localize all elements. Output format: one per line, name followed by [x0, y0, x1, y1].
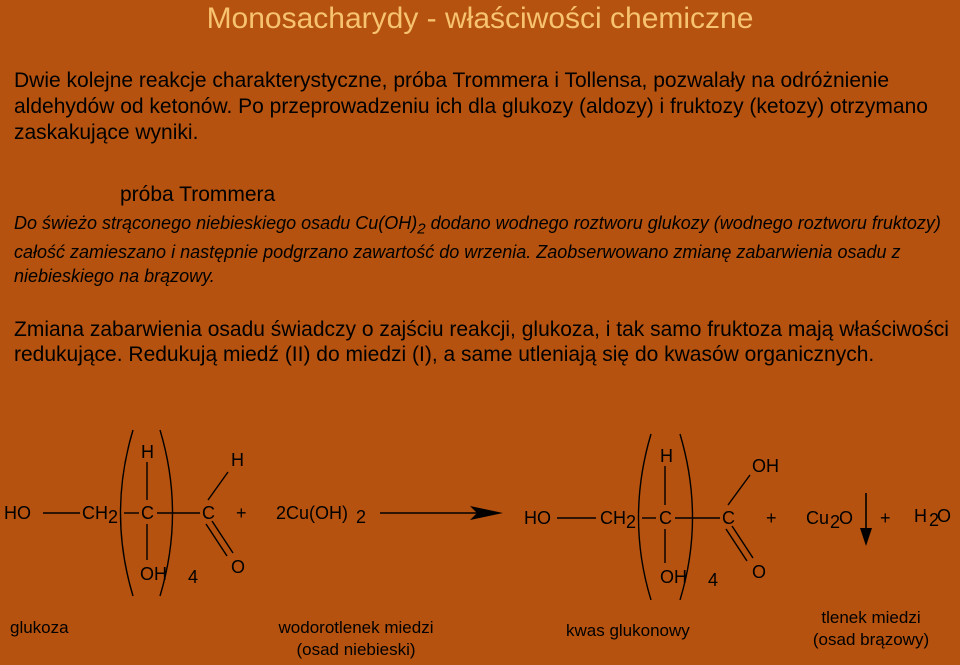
plus-sign-3: + [880, 508, 891, 528]
acid-ch: CH [600, 508, 626, 528]
water-h: H [914, 506, 927, 526]
observation-text-1: Do świeżo strąconego niebieskiego osadu Cu(OH) [14, 213, 418, 233]
label-copper-hydroxide-line1: wodorotlenek miedzi [278, 618, 434, 637]
label-copper-oxide-line2: (osad brązowy) [812, 630, 930, 649]
label-copper-hydroxide-line2: (osad niebieski) [296, 640, 416, 659]
acid-ch-sub: 2 [626, 512, 637, 532]
copper-hydroxide-formula [276, 503, 366, 527]
glucose-oh-bottom: OH [140, 564, 167, 584]
slide-title: Monosacharydy - właściwości chemiczne [206, 2, 754, 35]
label-copper-oxide [796, 607, 946, 651]
water-sub: 2 [929, 510, 940, 530]
acid-repeat-4: 4 [708, 570, 719, 590]
copper-oxide-formula [806, 508, 853, 532]
glucose-c2: C [202, 503, 215, 523]
acid-h-top: H [660, 446, 673, 466]
glucose-structure [4, 430, 245, 596]
conclusion-paragraph: Zmiana zabarwienia osadu świadczy o zajściu reakcji, glukoza, i tak samo fruktoza mają właściwości redukujące. Redukują miedź (II) do miedzi (I), a same utleniają się do kwasów organicznych. [14, 318, 949, 366]
reaction-arrow [380, 506, 503, 520]
oxide-o: O [839, 508, 854, 528]
acid-oh-top: OH [752, 456, 779, 476]
water-formula [914, 506, 951, 530]
reaction-scheme [0, 420, 960, 600]
glucose-ho: HO [4, 503, 31, 523]
acid-c1: C [659, 508, 672, 528]
oxide-sub: 2 [830, 512, 841, 532]
label-copper-hydroxide [258, 617, 454, 661]
glucose-repeat-4: 4 [188, 567, 199, 587]
oxide-cu: Cu [806, 508, 830, 528]
plus-sign-2: + [766, 508, 777, 528]
observation-subscript: 2 [417, 220, 426, 238]
glucose-h-aldehyde: H [231, 450, 244, 470]
glucose-ch-sub: 2 [108, 507, 119, 527]
reagent-sub: 2 [356, 507, 367, 527]
water-o: O [937, 506, 952, 526]
glucose-h-top: H [141, 442, 154, 462]
glucose-c1: C [141, 503, 154, 523]
label-glucose: glukoza [10, 618, 69, 637]
acid-o: O [752, 562, 767, 582]
intro-paragraph: Dwie kolejne reakcje charakterystyczne, próba Trommera i Tollensa, pozwalały na odróżnienie aldehydów od ketonów. Po przeprowadzeniu ich dla glukozy (aldozy) i fruktozy (ketozy) otrzymano zaskakujące wyniki. [14, 69, 928, 144]
observation-paragraph [14, 212, 944, 288]
acid-c2: C [722, 508, 735, 528]
plus-sign-1: + [236, 503, 247, 523]
reagent-formula: 2Cu(OH) [276, 503, 349, 523]
observation-text-2: dodano wodnego roztworu glukozy (wodnego roztworu fruktozy) całość zamieszano i następnie podgrzano zawartość do wrzenia. Zaobserwowano zmianę zabarwienia osadu z niebieskiego na brązowy. [14, 213, 941, 286]
label-gluconic-acid: kwas glukonowy [566, 621, 690, 640]
trommer-heading: próba Trommera [120, 183, 276, 206]
glucose-ch: CH [82, 503, 108, 523]
glucose-o: O [231, 557, 246, 577]
precipitate-arrow [860, 493, 872, 546]
acid-ho: HO [524, 508, 551, 528]
gluconic-acid-structure [524, 434, 779, 600]
acid-oh-bottom: OH [660, 567, 687, 587]
label-copper-oxide-line1: tlenek miedzi [821, 608, 921, 627]
